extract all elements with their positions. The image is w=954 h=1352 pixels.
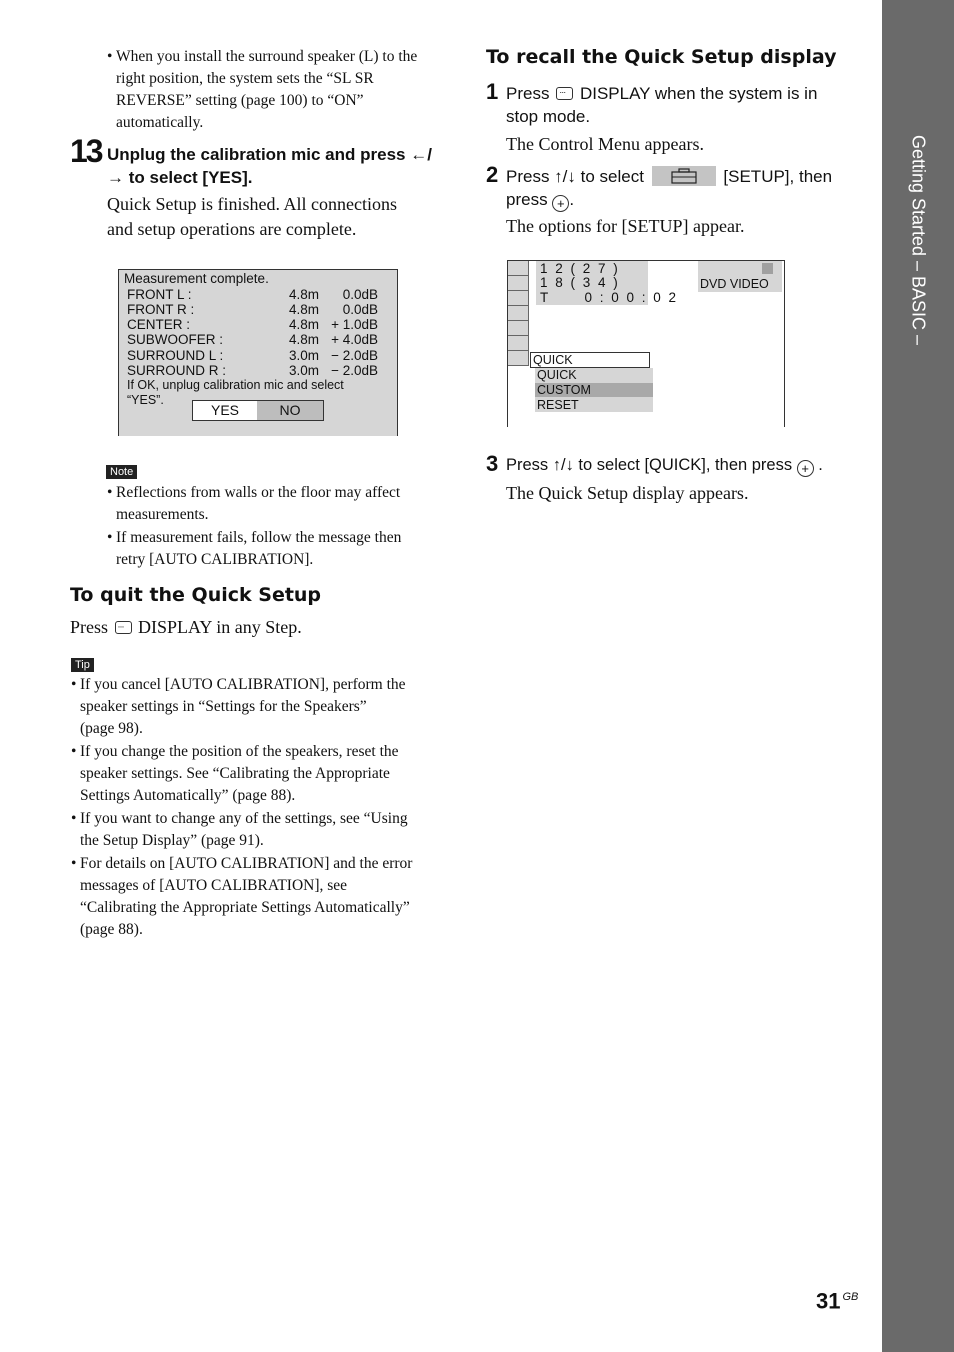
step-13-line1: Unplug the calibration mic and press ←/ <box>107 145 432 164</box>
note-line: Reflections from walls or the floor may affect <box>116 484 401 501</box>
tip-line: If you cancel [AUTO CALIBRATION], perform the <box>80 676 406 693</box>
step-13-body-line: and setup operations are complete. <box>107 219 357 239</box>
recall-heading: To recall the Quick Setup display <box>486 46 837 68</box>
time-line: T 0 : 0 0 : 0 2 <box>540 290 679 305</box>
step-3-number: 3 <box>486 451 499 476</box>
setup-screen <box>507 260 785 427</box>
display-icon <box>115 621 132 634</box>
step-13-number: 13 <box>70 133 102 169</box>
screen-row: CENTER : <box>127 317 191 332</box>
step-3-post: . <box>818 456 823 474</box>
quit-body-pre: Press <box>70 617 109 637</box>
screen-row-dist: 3.0m <box>289 363 320 378</box>
screen-row-dist: 4.8m <box>289 332 320 347</box>
side-tab-label: Getting Started – BASIC – <box>908 134 929 346</box>
screen-title: Measurement complete. <box>124 271 269 286</box>
menu-icon-cell <box>508 321 529 336</box>
note-item: • If measurement fails, follow the message then retry [AUTO CALIBRATION]. <box>116 527 446 571</box>
tip-line: the Setup Display” (page 91). <box>80 832 264 849</box>
step-3-line1 <box>506 454 823 477</box>
screen-row: SUBWOOFER : <box>127 332 224 347</box>
page-suffix: GB <box>842 1291 859 1303</box>
menu-icon-cell <box>508 291 529 306</box>
note-line: retry [AUTO CALIBRATION]. <box>116 551 314 568</box>
tip-line: If you change the position of the speakers, reset the <box>80 743 399 760</box>
dvd-video-label: DVD VIDEO <box>700 277 769 291</box>
step-3-result: The Quick Setup display appears. <box>506 483 749 503</box>
bullet-top-line: When you install the surround speaker (L) to the <box>116 48 418 65</box>
step-2-pre: Press ↑/↓ to select <box>506 167 644 186</box>
setup-toolbox-icon <box>652 166 716 186</box>
tip-line: messages of [AUTO CALIBRATION], see <box>80 877 348 894</box>
toolbox-icon <box>652 166 716 186</box>
screen-message-line: “YES”. <box>127 393 164 407</box>
step-2-line2-post: . <box>569 190 575 209</box>
page-number-value: 31 <box>816 1288 841 1314</box>
tip-line: (page 88). <box>80 921 143 938</box>
note-tag: Note <box>106 465 137 479</box>
no-option[interactable]: NO <box>257 401 323 420</box>
menu-icon-cell <box>508 306 529 321</box>
yes-no-box <box>192 400 324 421</box>
selected-setting[interactable]: QUICK <box>530 352 650 368</box>
page-number <box>816 1284 858 1314</box>
note-line: measurements. <box>116 506 209 523</box>
step-2-result: The options for [SETUP] appear. <box>506 216 745 236</box>
screen-row-level: + 1.0dB <box>331 317 378 332</box>
step-2-line2 <box>506 188 574 212</box>
screen-row: FRONT R : <box>127 302 195 317</box>
status-indicator <box>762 263 773 274</box>
step-13-body-line: Quick Setup is finished. All connections <box>107 194 397 214</box>
step-3-pre: Press ↑/↓ to select [QUICK], then press <box>506 456 793 474</box>
option-reset[interactable]: RESET <box>537 398 579 412</box>
step-2-line1 <box>506 165 832 188</box>
tip-line: speaker settings in “Settings for the Speakers” <box>80 698 367 715</box>
menu-icon-cell <box>508 276 529 291</box>
note-item: • Reflections from walls or the floor may affect measurements. <box>116 482 446 526</box>
quit-heading: To quit the Quick Setup <box>70 584 322 606</box>
step-1-result: The Control Menu appears. <box>506 134 704 154</box>
calibration-screen <box>118 269 398 436</box>
screen-message-line: If OK, unplug calibration mic and select <box>127 378 344 392</box>
quit-body-post: DISPLAY in any Step. <box>138 617 302 637</box>
bullet-top-line: REVERSE” setting (page 100) to “ON” <box>116 92 364 109</box>
tip-line: If you want to change any of the settings, see “Using <box>80 810 408 827</box>
tip-line: (page 98). <box>80 720 143 737</box>
step-2-post: [SETUP], then <box>723 167 833 186</box>
step-1-line2: stop mode. <box>506 107 591 126</box>
screen-row-level: − 2.0dB <box>331 348 378 363</box>
tip-line: For details on [AUTO CALIBRATION] and the error <box>80 855 413 872</box>
step-2-line2-pre: press <box>506 190 548 209</box>
bullet-top-line: right position, the system sets the “SL SR <box>116 70 374 87</box>
step-1-post: DISPLAY when the system is in <box>579 84 818 103</box>
chapter-line: 1 8 ( 3 4 ) <box>540 275 620 290</box>
screen-row-dist: 4.8m <box>289 287 320 302</box>
screen-row-dist: 4.8m <box>289 317 320 332</box>
step-1-number: 1 <box>486 79 499 104</box>
tip-item: • For details on [AUTO CALIBRATION] and the error messages of [AUTO CALIBRATION], see “Calibrating the Appropriate Settings Automatically” (page 88). <box>80 853 450 941</box>
bullet-top-line: automatically. <box>116 114 204 131</box>
tip-item: • If you change the position of the speakers, reset the speaker settings. See “Calibrating the Appropriate Settings Automatically” (page 88). <box>80 741 450 807</box>
screen-row-dist: 4.8m <box>289 302 320 317</box>
enter-icon: + <box>797 460 814 477</box>
enter-icon: + <box>552 195 569 212</box>
screen-row-level: + 4.0dB <box>331 332 378 347</box>
screen-row-level: 0.0dB <box>342 287 378 302</box>
step-13-body <box>107 192 397 242</box>
screen-row-level: 0.0dB <box>342 302 378 317</box>
bullet-top: • When you install the surround speaker (L) to the right position, the system sets the “SL SR REVERSE” setting (page 100) to “ON” automatically. <box>116 46 446 134</box>
screen-row-level: − 2.0dB <box>331 363 378 378</box>
tip-item: • If you want to change any of the settings, see “Using the Setup Display” (page 91). <box>80 808 450 852</box>
tip-line: speaker settings. See “Calibrating the Appropriate <box>80 765 390 782</box>
title-line: 1 2 ( 2 7 ) <box>540 261 620 276</box>
tip-line: “Calibrating the Appropriate Settings Automatically” <box>80 899 410 916</box>
menu-icon-cell <box>508 336 529 351</box>
tip-tag: Tip <box>71 658 94 672</box>
step-1-line1 <box>506 82 817 105</box>
quit-body <box>70 615 302 640</box>
option-custom[interactable]: CUSTOM <box>537 383 591 397</box>
step-13-line2: → to select [YES]. <box>107 168 253 187</box>
screen-row: FRONT L : <box>127 287 192 302</box>
step-2-number: 2 <box>486 162 499 187</box>
screen-row-dist: 3.0m <box>289 348 320 363</box>
screen-row: SURROUND L : <box>127 348 224 363</box>
menu-icon-cell <box>508 351 529 366</box>
note-line: If measurement fails, follow the message then <box>116 529 402 546</box>
step-1-pre: Press <box>506 84 550 103</box>
display-icon <box>556 87 573 100</box>
yes-option[interactable]: YES <box>193 401 257 420</box>
option-quick[interactable]: QUICK <box>537 368 577 382</box>
screen-row: SURROUND R : <box>127 363 227 378</box>
menu-icon-cell <box>508 261 529 276</box>
tip-line: Settings Automatically” (page 88). <box>80 787 296 804</box>
tip-item: • If you cancel [AUTO CALIBRATION], perform the speaker settings in “Settings for the Speakers” (page 98). <box>80 674 450 740</box>
